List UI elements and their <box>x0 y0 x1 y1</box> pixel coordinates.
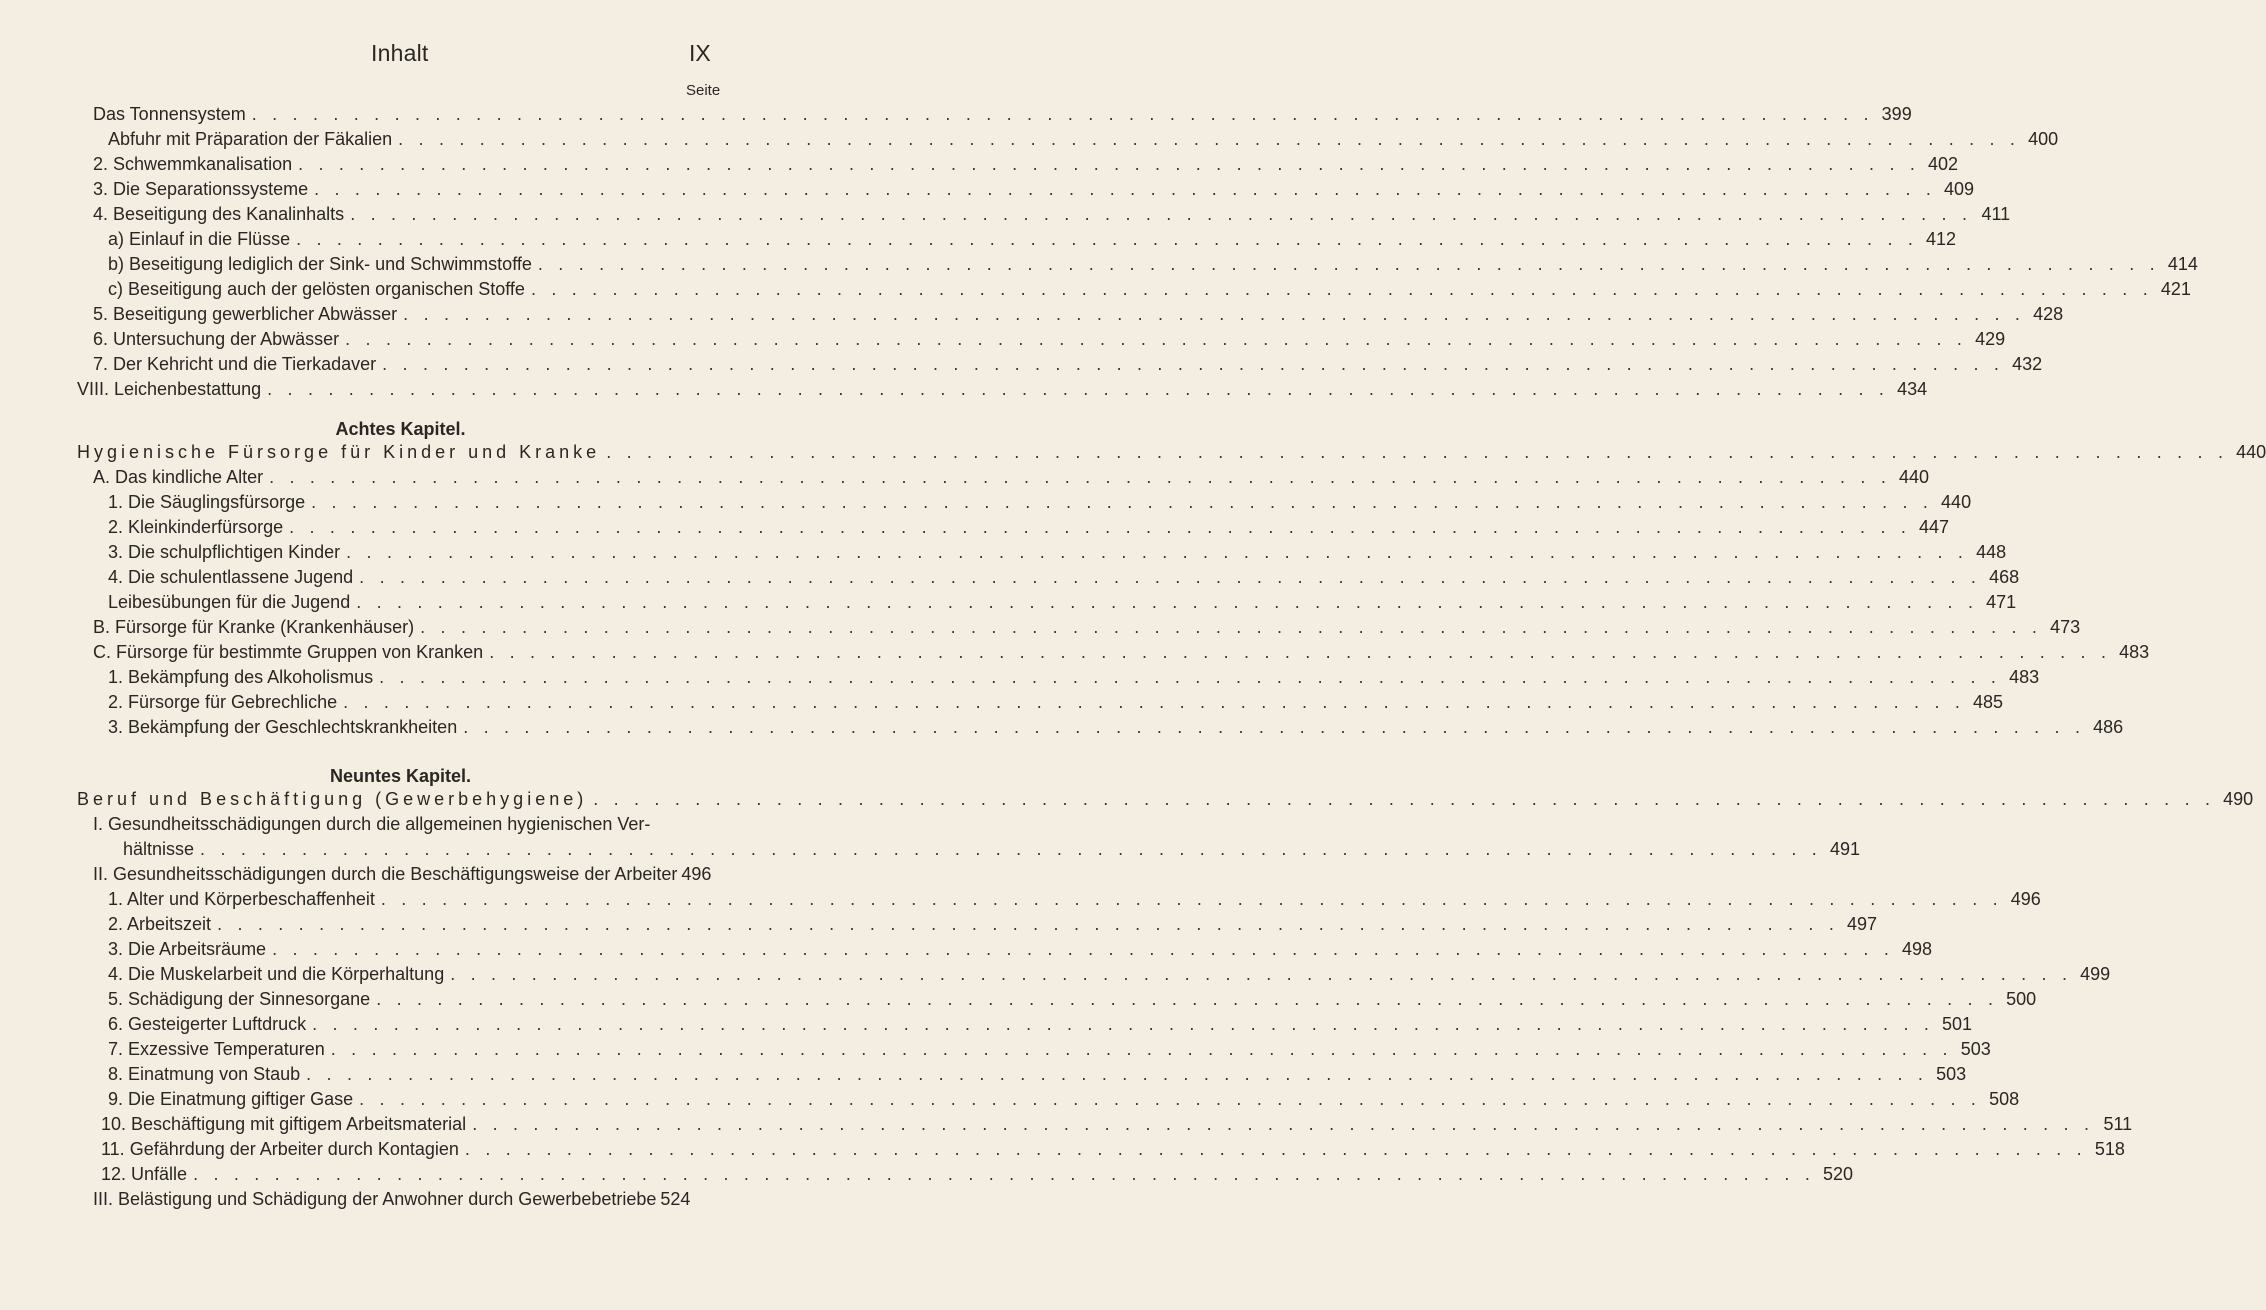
toc-entry <box>108 665 2040 689</box>
toc-entry <box>108 987 2037 1011</box>
toc-entry <box>108 715 2124 739</box>
dot-leader: . . . . . . . . . . . . . . . . . . . . . . . . . . . . . . . . . . . . . . . . . . . . . . . . . . . . . . . . . . . . . . . . . . . . . . . . . . . . . . . . <box>463 717 2086 737</box>
dot-leader: . . . . . . . . . . . . . . . . . . . . . . . . . . . . . . . . . . . . . . . . . . . . . . . . . . . . . . . . . . . . . . . . . . . . . . . . . . . . . . . . <box>472 1114 2095 1134</box>
toc-entry-title: 4. Die Muskelarbeit und die Körperhaltung <box>108 964 445 984</box>
toc-entry <box>93 465 1930 489</box>
dot-leader: . . . . . . . . . . . . . . . . . . . . . . . . . . . . . . . . . . . . . . . . . . . . . . . . . . . . . . . . . . . . . . . . . . . . . . . . . . . . . . . . <box>272 939 1895 959</box>
toc-entry <box>101 1162 1854 1186</box>
dot-leader: . . . . . . . . . . . . . . . . . . . . . . . . . . . . . . . . . . . . . . . . . . . . . . . . . . . . . . . . . . . . . . . . . . . . . . . . . . . . . . . . <box>289 517 1912 537</box>
toc-entry-title: I. Gesundheitsschädigungen durch die allgemeinen hygienischen Ver- <box>93 814 651 834</box>
toc-entry-page: 421 <box>2160 279 2191 299</box>
toc-entry-page: 511 <box>2103 1114 2133 1134</box>
dot-leader: . . . . . . . . . . . . . . . . . . . . . . . . . . . . . . . . . . . . . . . . . . . . . . . . . . . . . . . . . . . . . . . . . . . . . . . . . . . . . . . . <box>403 304 2026 324</box>
toc-entry <box>108 252 2198 276</box>
toc-entry <box>77 440 2266 464</box>
dot-leader: . . . . . . . . . . . . . . . . . . . . . . . . . . . . . . . . . . . . . . . . . . . . . . . . . . . . . . . . . . . . . . . . . . . . . . . . . . . . . . . . <box>379 667 2002 687</box>
toc-entry <box>108 962 2111 986</box>
running-title: Inhalt <box>371 40 429 66</box>
dot-leader: . . . . . . . . . . . . . . . . . . . . . . . . . . . . . . . . . . . . . . . . . . . . . . . . . . . . . . . . . . . . . . . . . . . . . . . . . . . . . . . . <box>345 329 1968 349</box>
dot-leader: . . . . . . . . . . . . . . . . . . . . . . . . . . . . . . . . . . . . . . . . . . . . . . . . . . . . . . . . . . . . . . . . . . . . . . . . . . . . . . . . <box>359 1089 1982 1109</box>
toc-entry-title: 3. Die schulpflichtigen Kinder <box>108 542 341 562</box>
toc-entry <box>108 490 1972 514</box>
toc-entry <box>93 615 2081 639</box>
toc-entry <box>101 1112 2133 1136</box>
dot-leader: . . . . . . . . . . . . . . . . . . . . . . . . . . . . . . . . . . . . . . . . . . . . . . . . . . . . . . . . . . . . . . . . . . . . . . . . . . . . . . . . <box>200 839 1823 859</box>
toc-entry-page: 447 <box>1919 517 1950 537</box>
toc-entry-title: III. Belästigung und Schädigung der Anwohner durch Gewerbebetriebe <box>93 1189 657 1209</box>
toc-entry <box>93 177 1975 201</box>
toc-entry-title: 3. Bekämpfung der Geschlechtskrankheiten <box>108 717 458 737</box>
toc-entry-page: 440 <box>1941 492 1972 512</box>
dot-leader: . . . . . . . . . . . . . . . . . . . . . . . . . . . . . . . . . . . . . . . . . . . . . . . . . . . . . . . . . . . . . . . . . . . . . . . . . . . . . . . . <box>312 1014 1935 1034</box>
toc-entry-title: Hygienische Fürsorge für Kinder und Kranke <box>77 442 601 462</box>
dot-leader: . . . . . . . . . . . . . . . . . . . . . . . . . . . . . . . . . . . . . . . . . . . . . . . . . . . . . . . . . . . . . . . . . . . . . . . . . . . . . . . . <box>464 1139 2087 1159</box>
toc-entry-title: 3. Die Arbeitsräume <box>108 939 267 959</box>
toc-entry-page: 501 <box>1942 1014 1973 1034</box>
toc-entry-page: 498 <box>1902 939 1933 959</box>
dot-leader: . . . . . . . . . . . . . . . . . . . . . . . . . . . . . . . . . . . . . . . . . . . . . . . . . . . . . . . . . . . . . . . . . . . . . . . . . . . . . . . . <box>382 354 2005 374</box>
page-number: IX <box>689 40 711 66</box>
toc-entry-page: 486 <box>2093 717 2124 737</box>
toc-entry <box>93 352 2043 376</box>
toc-entry-page: 520 <box>1822 1164 1854 1184</box>
dot-leader: . . . . . . . . . . . . . . . . . . . . . . . . . . . . . . . . . . . . . . . . . . . . . . . . . . . . . . . . . . . . . . . . . . . . . . . . . . . . . . . . <box>298 154 1921 174</box>
toc-entry-page: 440 <box>1899 467 1930 487</box>
dot-leader: . . . . . . . . . . . . . . . . . . . . . . . . . . . . . . . . . . . . . . . . . . . . . . . . . . . . . . . . . . . . . . . . . . . . . . . . . . . . . . . . <box>376 989 1999 1009</box>
toc-entry <box>108 1087 2020 1111</box>
toc-entry-page: 503 <box>1936 1064 1967 1084</box>
toc-entry-page: 490 <box>2223 789 2254 809</box>
toc-entry-page: 428 <box>2033 304 2064 324</box>
toc-entry-page: 496 <box>681 864 712 884</box>
toc-entry-page: 473 <box>2050 617 2081 637</box>
toc-entry-title: 2. Fürsorge für Gebrechliche <box>108 692 338 712</box>
toc-entry-title: 2. Kleinkinderfürsorge <box>108 517 284 537</box>
dot-leader: . . . . . . . . . . . . . . . . . . . . . . . . . . . . . . . . . . . . . . . . . . . . . . . . . . . . . . . . . . . . . . . . . . . . . . . . . . . . . . . . <box>314 179 1937 199</box>
toc-entry-title: 7. Exzessive Temperaturen <box>108 1039 325 1059</box>
toc-entry <box>93 302 2064 326</box>
toc-entry-page: 409 <box>1944 179 1975 199</box>
toc-entry <box>108 127 2059 151</box>
toc-entry-page: 414 <box>2167 254 2198 274</box>
toc-entry-title: b) Beseitigung lediglich der Sink- und Schwimmstoffe <box>108 254 532 274</box>
toc-entry-title: hältnisse <box>123 839 195 859</box>
toc-entry-title: 4. Beseitigung des Kanalinhalts <box>93 204 345 224</box>
toc-entry <box>108 227 1957 251</box>
toc-entry-page: 499 <box>2080 964 2111 984</box>
toc-entry <box>101 1137 2125 1161</box>
toc-entry-title: 4. Die schulentlassene Jugend <box>108 567 354 587</box>
toc-entry <box>93 812 753 836</box>
toc-entry <box>108 277 2191 301</box>
dot-leader: . . . . . . . . . . . . . . . . . . . . . . . . . . . . . . . . . . . . . . . . . . . . . . . . . . . . . . . . . . . . . . . . . . . . . . . . . . . . . . . . <box>217 914 1840 934</box>
toc-entry-title: 6. Untersuchung der Abwässer <box>93 329 340 349</box>
dot-leader: . . . . . . . . . . . . . . . . . . . . . . . . . . . . . . . . . . . . . . . . . . . . . . . . . . . . . . . . . . . . . . . . . . . . . . . . . . . . . . . . <box>530 279 2153 299</box>
toc-entry-page: 400 <box>2028 129 2059 149</box>
page-column-label: Seite <box>686 82 721 99</box>
toc-entry <box>93 152 1959 176</box>
toc-entry-page: 524 <box>660 1189 691 1209</box>
toc-entry-title: B. Fürsorge für Kranke (Krankenhäuser) <box>93 617 415 637</box>
toc-entry-title: VIII. Leichenbestattung <box>77 379 262 399</box>
toc-entry-title: 8. Einatmung von Staub <box>108 1064 301 1084</box>
toc-entry-title: c) Beseitigung auch der gelösten organischen Stoffe <box>108 279 525 299</box>
toc-entry-title: Das Tonnensystem <box>93 104 246 124</box>
toc-entry-page: 399 <box>1881 104 1912 124</box>
toc-entry-page: 485 <box>1973 692 2004 712</box>
toc-entry <box>108 1062 1967 1086</box>
toc-entry <box>123 837 1861 861</box>
dot-leader: . . . . . . . . . . . . . . . . . . . . . . . . . . . . . . . . . . . . . . . . . . . . . . . . . . . . . . . . . . . . . . . . . . . . . . . . . . . . . . . . <box>359 567 1982 587</box>
toc-entry-title: 5. Schädigung der Sinnesorgane <box>108 989 371 1009</box>
toc-entry-page: 448 <box>1976 542 2007 562</box>
dot-leader: . . . . . . . . . . . . . . . . . . . . . . . . . . . . . . . . . . . . . . . . . . . . . . . . . . . . . . . . . . . . . . . . . . . . . . . . . . . . . . . . <box>343 692 1966 712</box>
toc-entry-page: 483 <box>2119 642 2150 662</box>
toc-entry <box>93 202 2011 226</box>
dot-leader: . . . . . . . . . . . . . . . . . . . . . . . . . . . . . . . . . . . . . . . . . . . . . . . . . . . . . . . . . . . . . . . . . . . . . . . . . . . . . . . . <box>356 592 1979 612</box>
toc-entry <box>108 1037 1991 1061</box>
toc-entry-title: 1. Die Säuglingsfürsorge <box>108 492 306 512</box>
toc-entry-page: 497 <box>1846 914 1878 934</box>
dot-leader: . . . . . . . . . . . . . . . . . . . . . . . . . . . . . . . . . . . . . . . . . . . . . . . . . . . . . . . . . . . . . . . . . . . . . . . . . . . . . . . . <box>350 204 1973 224</box>
toc-entry <box>93 102 1912 126</box>
toc-entry <box>108 590 2017 614</box>
toc-entry-page: 471 <box>1986 592 2017 612</box>
toc-entry-title: A. Das kindliche Alter <box>93 467 264 487</box>
dot-leader: . . . . . . . . . . . . . . . . . . . . . . . . . . . . . . . . . . . . . . . . . . . . . . . . . . . . . . . . . . . . . . . . . . . . . . . . . . . . . . . . <box>269 467 1892 487</box>
toc-entry-page: 518 <box>2094 1139 2125 1159</box>
toc-entry-title: 1. Alter und Körperbeschaffenheit <box>108 889 375 909</box>
toc-entry-title: II. Gesundheitsschädigungen durch die Beschäftigungsweise der Arbeiter <box>93 864 678 884</box>
dot-leader: . . . . . . . . . . . . . . . . . . . . . . . . . . . . . . . . . . . . . . . . . . . . . . . . . . . . . . . . . . . . . . . . . . . . . . . . . . . . . . . . <box>593 789 2216 809</box>
dot-leader: . . . . . . . . . . . . . . . . . . . . . . . . . . . . . . . . . . . . . . . . . . . . . . . . . . . . . . . . . . . . . . . . . . . . . . . . . . . . . . . . <box>296 229 1919 249</box>
toc-entry-page: 496 <box>2010 889 2041 909</box>
dot-leader: . . . . . . . . . . . . . . . . . . . . . . . . . . . . . . . . . . . . . . . . . . . . . . . . . . . . . . . . . . . . . . . . . . . . . . . . . . . . . . . . <box>267 379 1890 399</box>
dot-leader: . . . . . . . . . . . . . . . . . . . . . . . . . . . . . . . . . . . . . . . . . . . . . . . . . . . . . . . . . . . . . . . . . . . . . . . . . . . . . . . . <box>311 492 1934 512</box>
toc-entry <box>108 1012 1973 1036</box>
toc-entry-title: 11. Gefährdung der Arbeiter durch Kontagien <box>101 1139 459 1159</box>
toc-entry-page: 402 <box>1928 154 1959 174</box>
dot-leader: . . . . . . . . . . . . . . . . . . . . . . . . . . . . . . . . . . . . . . . . . . . . . . . . . . . . . . . . . . . . . . . . . . . . . . . . . . . . . . . . <box>251 104 1874 124</box>
toc-entry-title: 2. Schwemmkanalisation <box>93 154 293 174</box>
toc-entry-page: 500 <box>2006 989 2037 1009</box>
toc-entry-title: 3. Die Separationssysteme <box>93 179 309 199</box>
toc-entry-title: Beruf und Beschäftigung (Gewerbehygiene) <box>77 789 588 809</box>
dot-leader: . . . . . . . . . . . . . . . . . . . . . . . . . . . . . . . . . . . . . . . . . . . . . . . . . . . . . . . . . . . . . . . . . . . . . . . . . . . . . . . . <box>537 254 2160 274</box>
dot-leader: . . . . . . . . . . . . . . . . . . . . . . . . . . . . . . . . . . . . . . . . . . . . . . . . . . . . . . . . . . . . . . . . . . . . . . . . . . . . . . . . <box>380 889 2003 909</box>
toc-entry-page: 503 <box>1960 1039 1991 1059</box>
dot-leader: . . . . . . . . . . . . . . . . . . . . . . . . . . . . . . . . . . . . . . . . . . . . . . . . . . . . . . . . . . . . . . . . . . . . . . . . . . . . . . . . <box>330 1039 1953 1059</box>
toc-entry <box>108 565 2020 589</box>
toc-entry-page: 412 <box>1926 229 1957 249</box>
toc-entry <box>93 1187 753 1211</box>
dot-leader: . . . . . . . . . . . . . . . . . . . . . . . . . . . . . . . . . . . . . . . . . . . . . . . . . . . . . . . . . . . . . . . . . . . . . . . . . . . . . . . . <box>606 442 2229 462</box>
chapter-heading: Achtes Kapitel. <box>335 419 466 439</box>
toc-entry-page: 440 <box>2236 442 2266 462</box>
chapter-heading: Neuntes Kapitel. <box>329 766 472 786</box>
toc-entry-title: 10. Beschäftigung mit giftigem Arbeitsmaterial <box>101 1114 467 1134</box>
toc-entry <box>108 540 2007 564</box>
dot-leader: . . . . . . . . . . . . . . . . . . . . . . . . . . . . . . . . . . . . . . . . . . . . . . . . . . . . . . . . . . . . . . . . . . . . . . . . . . . . . . . . <box>450 964 2073 984</box>
toc-entry-title: 7. Der Kehricht und die Tierkadaver <box>93 354 377 374</box>
toc-entry <box>108 937 1933 961</box>
dot-leader: . . . . . . . . . . . . . . . . . . . . . . . . . . . . . . . . . . . . . . . . . . . . . . . . . . . . . . . . . . . . . . . . . . . . . . . . . . . . . . . . <box>346 542 1969 562</box>
page-header <box>0 40 801 70</box>
toc-entry <box>108 690 2004 714</box>
toc-entry-title: 2. Arbeitszeit <box>108 914 212 934</box>
dot-leader: . . . . . . . . . . . . . . . . . . . . . . . . . . . . . . . . . . . . . . . . . . . . . . . . . . . . . . . . . . . . . . . . . . . . . . . . . . . . . . . . <box>306 1064 1929 1084</box>
toc-entry-page: 483 <box>2009 667 2040 687</box>
toc-entry-title: 9. Die Einatmung giftiger Gase <box>108 1089 354 1109</box>
toc-entry <box>77 377 1928 401</box>
toc-entry-page: 491 <box>1829 839 1861 859</box>
dot-leader: . . . . . . . . . . . . . . . . . . . . . . . . . . . . . . . . . . . . . . . . . . . . . . . . . . . . . . . . . . . . . . . . . . . . . . . . . . . . . . . . <box>193 1164 1816 1184</box>
dot-leader: . . . . . . . . . . . . . . . . . . . . . . . . . . . . . . . . . . . . . . . . . . . . . . . . . . . . . . . . . . . . . . . . . . . . . . . . . . . . . . . . <box>489 642 2112 662</box>
toc-entry <box>93 640 2150 664</box>
toc-entry <box>108 887 2041 911</box>
dot-leader: . . . . . . . . . . . . . . . . . . . . . . . . . . . . . . . . . . . . . . . . . . . . . . . . . . . . . . . . . . . . . . . . . . . . . . . . . . . . . . . . <box>420 617 2043 637</box>
toc-entry-page: 508 <box>1989 1089 2020 1109</box>
toc-entry <box>93 327 2006 351</box>
toc-entry-title: C. Fürsorge für bestimmte Gruppen von Kranken <box>93 642 484 662</box>
toc-entry-title: 12. Unfälle <box>101 1164 188 1184</box>
toc-entry <box>93 862 753 886</box>
toc-entry-title: a) Einlauf in die Flüsse <box>108 229 291 249</box>
toc-entry-page: 468 <box>1989 567 2020 587</box>
toc-entry-title: Leibesübungen für die Jugend <box>108 592 351 612</box>
toc-entry-title: 1. Bekämpfung des Alkoholismus <box>108 667 374 687</box>
toc-entry-page: 434 <box>1897 379 1928 399</box>
toc-entry <box>77 787 2254 811</box>
toc-entry <box>108 912 1878 936</box>
toc-entry-page: 411 <box>1981 204 2011 224</box>
toc-entry-page: 432 <box>2012 354 2043 374</box>
toc-entry-title: 6. Gesteigerter Luftdruck <box>108 1014 307 1034</box>
toc-entry <box>108 515 1950 539</box>
toc-entry-title: 5. Beseitigung gewerblicher Abwässer <box>93 304 398 324</box>
dot-leader: . . . . . . . . . . . . . . . . . . . . . . . . . . . . . . . . . . . . . . . . . . . . . . . . . . . . . . . . . . . . . . . . . . . . . . . . . . . . . . . . <box>398 129 2021 149</box>
toc-entry-page: 429 <box>1975 329 2006 349</box>
toc-entry-title: Abfuhr mit Präparation der Fäkalien <box>108 129 393 149</box>
